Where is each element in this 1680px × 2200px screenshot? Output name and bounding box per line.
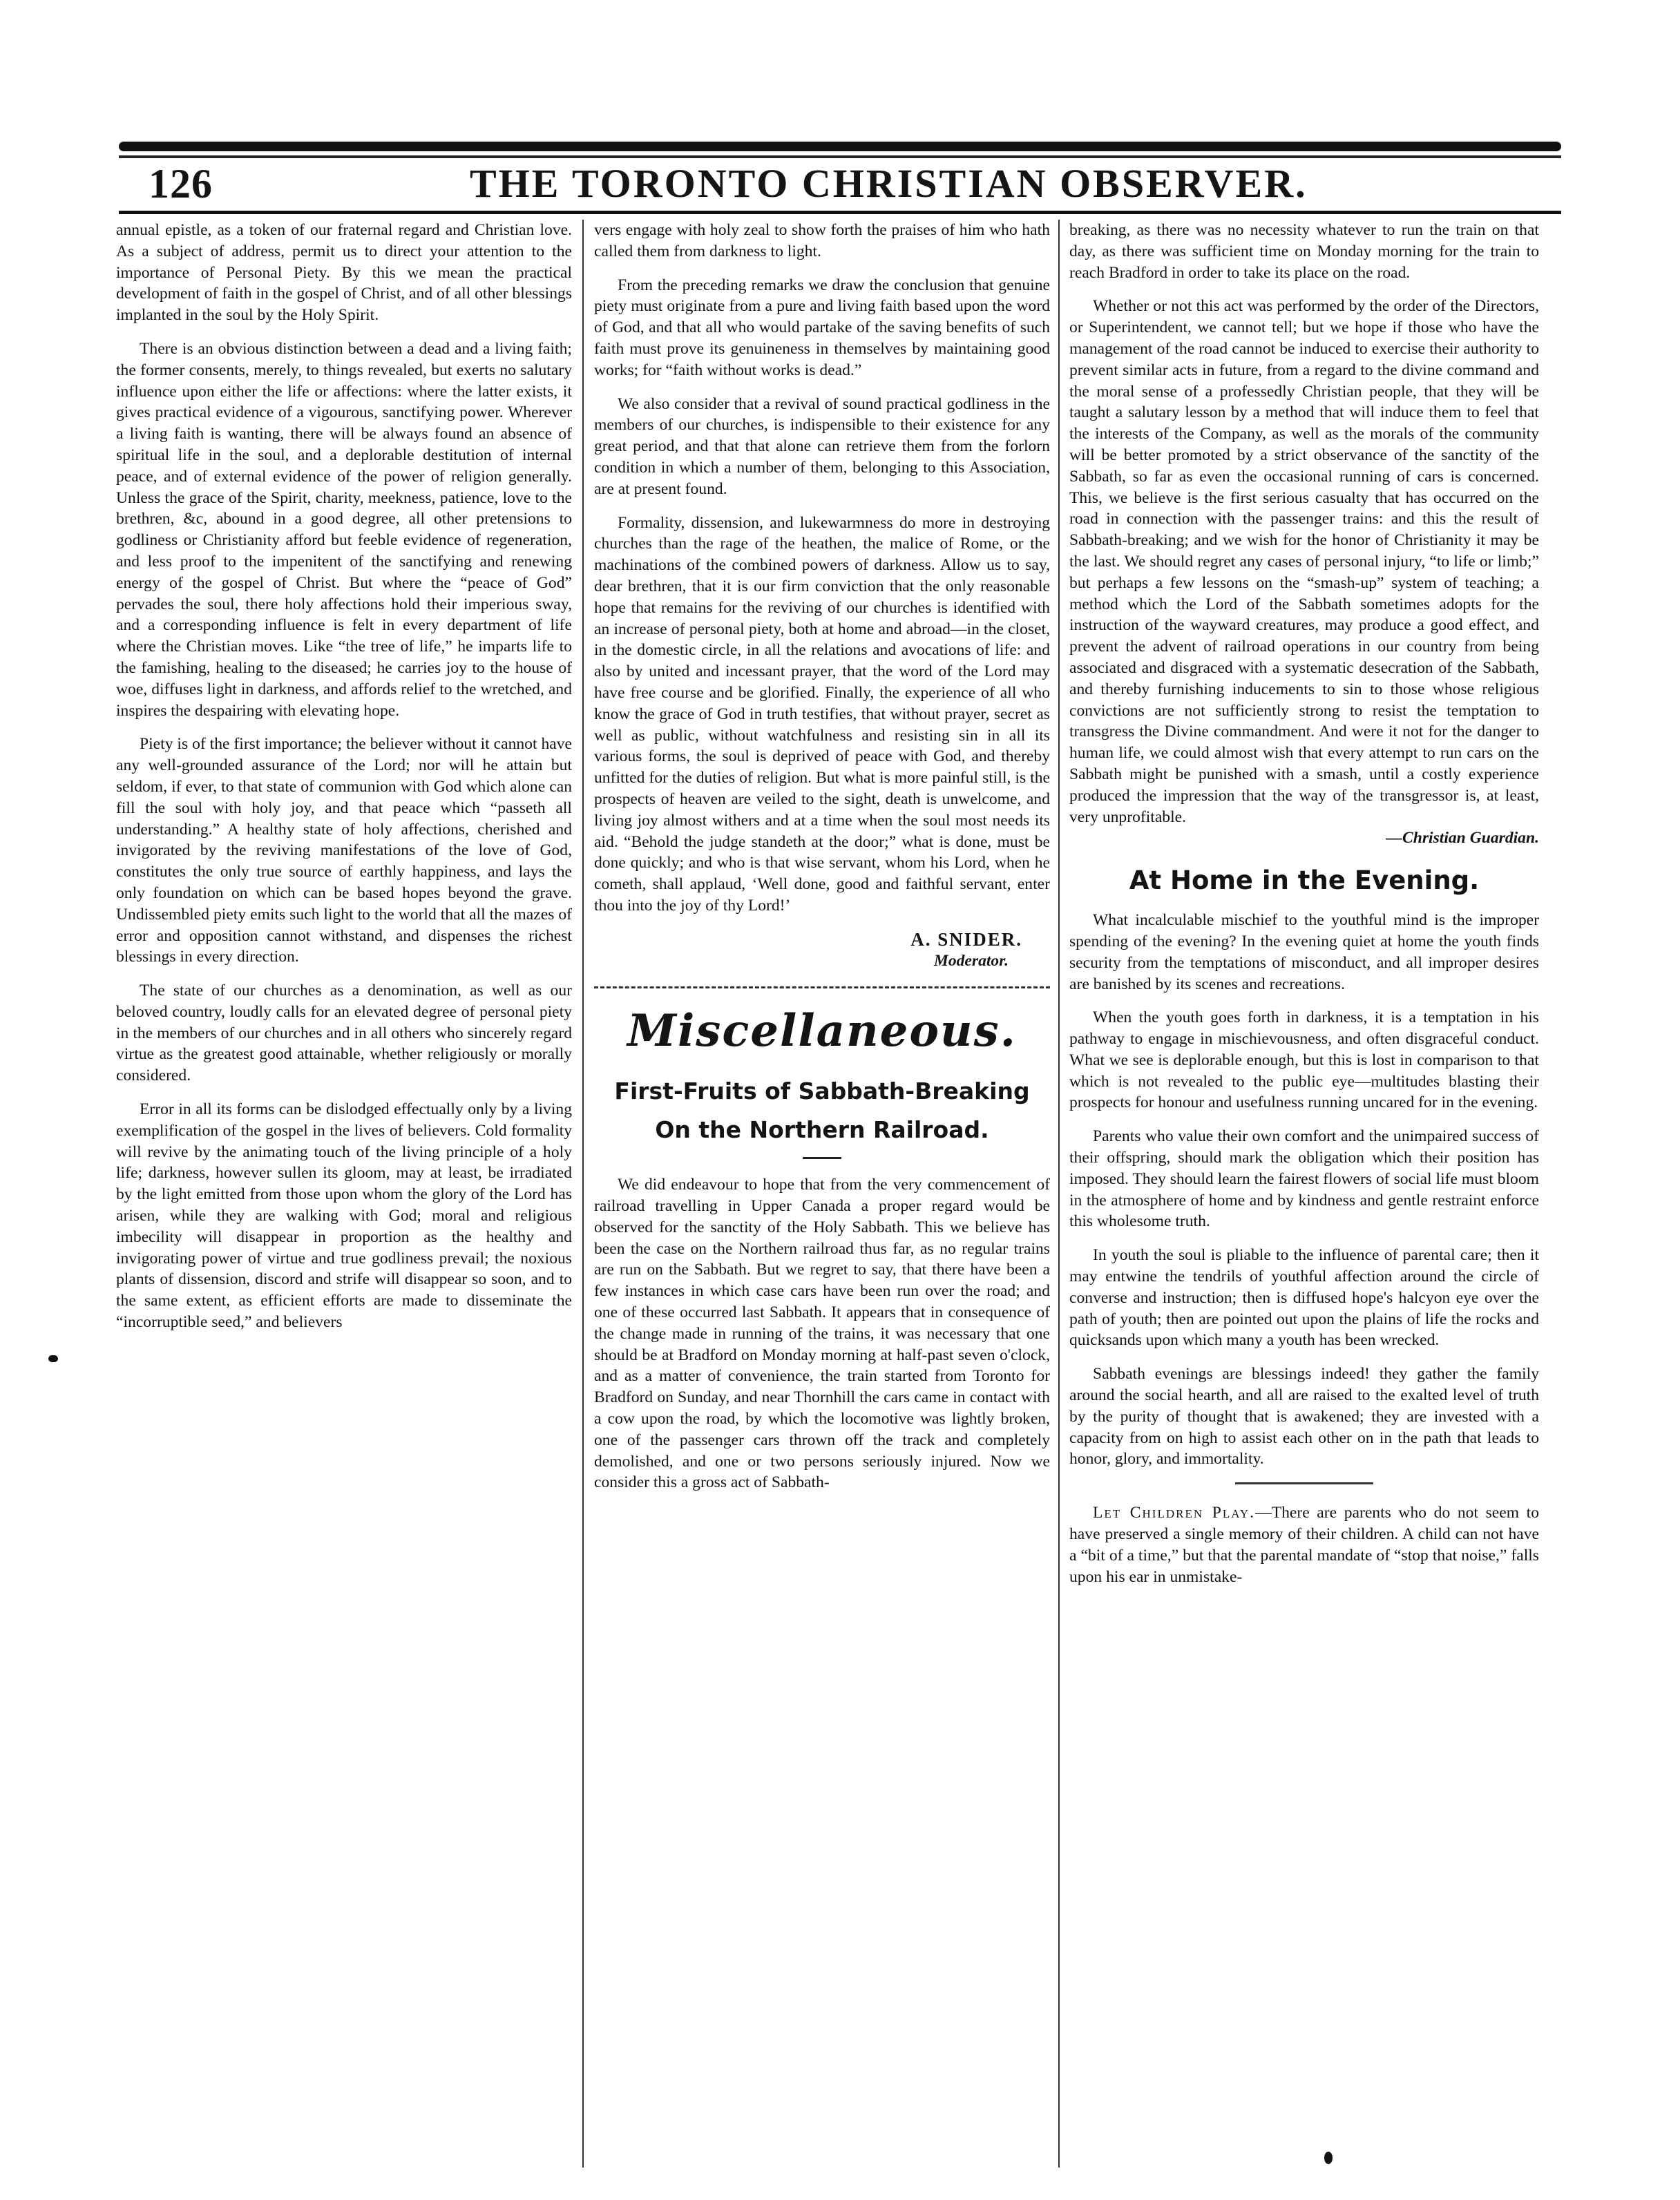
section-divider bbox=[594, 986, 1050, 988]
paragraph: Piety is of the first importance; the believer without it cannot have any well-grounded assurance of the Lord; nor will he attain but seldom, if ever, to that state of communion with God which alone can fill the soul with holy joy, and that peace which “passeth all understanding.” A healthy state of holy affections, cherished and invigorated by the reviving manifestations of the love of God, constitutes the only true source of earthly happiness, and lays the only foundation on which can be based hopes beyond the grave. Undissembled piety emits such light to the world that all the mazes of error and opposition cannot withstand, and dispenses the richest blessings in every direction. bbox=[116, 735, 572, 966]
paragraph: vers engage with holy zeal to show forth the praises of him who hath called them from darkness to light. bbox=[594, 221, 1050, 260]
credit: —Christian Guardian. bbox=[1386, 829, 1539, 848]
masthead-title: THE TORONTO CHRISTIAN OBSERVER. bbox=[470, 161, 1308, 206]
column-divider-2 bbox=[1058, 220, 1060, 2168]
masthead-rule bbox=[119, 211, 1561, 214]
paragraph: There is an obvious distinction between a dead and a living faith; the former consents, merely, to things revealed, but exerts no salutary influence upon either the life or affections: where the latter exists, it gives practical evidence of a vigourous, sanctifying power. Wherever a living faith is wanting, there will be always found an absence of spiritual life in the soul, and a deplorable destitution of internal peace, and of external evidence of the power of religion generally. Unless the grace of the Spirit, charity, meekness, patience, love to the brethren, &c, abound in a good degree, all other pretensions to godliness or Christianity afford but feeble evidence of regeneration, and less proof to the impenitent of the sanctifying and renewing energy of the gospel of Christ. But where the “peace of God” pervades the soul, there holy affections hold their imperious sway, and a corresponding influence is felt in every department of life where the Christian moves. Like “the tree of life,” he imparts life to the famishing, healing to the diseased; he carries joy to the house of woe, diffuses light in darkness, and affords relief to the wretched, and inspires the despairing with elevating hope. bbox=[116, 339, 572, 720]
headline-rule bbox=[803, 1157, 841, 1159]
signature: A. SNIDER. bbox=[910, 928, 1022, 950]
paragraph: breaking, as there was no necessity whatever to run the train on that day, as there was sufficient time on Monday morning for the train to reach Bradford in order to take its place on the road. bbox=[1069, 221, 1539, 282]
signature-role: Moderator. bbox=[933, 951, 1009, 970]
article-headline-line-2: On the Northern Railroad. bbox=[655, 1116, 989, 1144]
paragraph-body: —There are parents who do not seem to have preserved a single memory of their children. A child can not have a “bit of a time,” but that the parental mandate of “stop that noise,” falls upon his ear in unmistake- bbox=[1069, 1504, 1540, 1586]
bottom-ink-mark bbox=[1324, 2152, 1333, 2164]
paragraph: From the preceding remarks we draw the conclusion that genuine piety must originate from a pure and living faith based upon the word of God, and that all who would partake of the saving benefits of such faith must prove its genuineness in themselves by maintaining good works; for “faith without works is dead.” bbox=[594, 276, 1050, 379]
margin-ink-mark bbox=[48, 1355, 58, 1362]
paragraph: The state of our churches as a denomination, as well as our beloved country, loudly calls for an elevated degree of personal piety in the members of our churches and in all others who sincerely regard virtue as the greatest good attainable, whether religiously or morally considered. bbox=[116, 982, 572, 1085]
paragraph-lead: Let Children Play. bbox=[1093, 1504, 1256, 1522]
column-3 bbox=[1069, 220, 1539, 1600]
paragraph bbox=[1069, 1502, 1539, 1587]
article-headline: At Home in the Evening. bbox=[1129, 865, 1480, 896]
paragraph: Sabbath evenings are blessings indeed! they gather the family around the social hearth, and all are raised to the exalted level of truth by the purity of thought that is awakened; they are invested with a capacity from on high to assist each other on in the path that leads to honor, glory, and immortality. bbox=[1069, 1365, 1539, 1469]
paragraph: In youth the soul is pliable to the influence of parental care; then it may entwine the tendrils of youthful affection around the circle of converse and instruction; then is diffused hope's halcyon eye over the path of youth; then are pointed out upon the plains of life the rocks and quicksands upon which many a youth has been wrecked. bbox=[1069, 1246, 1539, 1350]
column-1 bbox=[116, 220, 572, 1346]
paragraph: Formality, dissension, and lukewarmness do more in destroying churches than the rage of the heathen, the malice of Rome, or the machinations of the combined powers of darkness. Allow us to say, dear brethren, that it is our firm conviction that the only reasonable hope that remains for the reviving of our churches is identified with an increase of personal piety, both at home and abroad—in the closet, in the domestic circle, in all the relations and avocations of life: and also by united and incessant prayer, that the word of the Lord may have free course and be glorified. Finally, the experience of all who know the grace of God in truth testifies, that without prayer, secret as well as public, without watchfulness and resisting sin in all its various forms, the soul is deprived of peace with God, and thereby unfitted for the duties of religion. But what is more painful still, is the prospects of heaven are veiled to the sight, death is unwelcome, and living joy almost withers and at a time when the soul most needs its aid. “Behold the judge standeth at the door;” what is done, must be done quickly; and who is that wise servant, whom his Lord, when he cometh, shall applaud, ‘Well done, good and faithful servant, enter thou into the joy of thy Lord!’ bbox=[594, 513, 1050, 915]
paragraph: Whether or not this act was performed by the order of the Directors, or Superintendent, we cannot tell; but we hope if those who have the management of the road cannot be induced to exercise their authority to prevent similar acts in future, from a regard to the divine command and the moral sense of a professedly Christian people, that they will be taught a salutary lesson by a method that will induce them to feel that the interests of the Company, as well as the morals of the community will be better promoted by a strict observance of the sanctity of the Sabbath, so far as even the occasional running of cars is concerned. This, we believe is the first serious casualty that has occurred on the road in connection with the passenger trains: and this the result of Sabbath-breaking; and we wish for the honor of Christianity it may be the last. We should regret any cases of personal injury, “to life or limb;” but perhaps a few lessons on the “smash-up” system of teaching; a method which the Lord of the Sabbath sometimes adopts for the instruction of the wayward creatures, may produce a good effect, and prevent the advent of railroad operations in our country from being associated and disgraced with a systematic desecration of the Sabbath, and thereby furnishing inducements to sin to those whose religious convictions are not sufficiently strong to resist the temptation to transgress the Divine commandment. And were it not for the danger to human life, we could almost wish that every attempt to run cars on the Sabbath might be punished with a smash, until a costly experience produced the impression that the way of the transgressor is, at least, very unprofitable. bbox=[1069, 297, 1539, 826]
paragraph: Error in all its forms can be dislodged effectually only by a living exemplification of the gospel in the lives of believers. Cold formality will revive by the animating touch of the living principle of a holy life; darkness, however sullen its gloom, may at least, be irradiated by the light emitted from those upon whom the glory of the Lord has arisen, while they are walking with God; moral and religious imbecility will disappear in proportion as the healthy and invigorating power of virtue and true godliness prevail; the noxious plants of dissension, discord and strife will disappear so soon, and to the same extent, as efficient efforts are made to disseminate the “incorruptible seed,” and believers bbox=[116, 1100, 572, 1332]
paragraph: annual epistle, as a token of our fraternal regard and Christian love. As a subject of address, permit us to direct your attention to the importance of Personal Piety. By this we mean the practical development of faith in the gospel of Christ, and of all other blessings implanted in the soul by the Holy Spirit. bbox=[116, 221, 572, 325]
credit-line bbox=[1069, 828, 1539, 849]
article-separator bbox=[1235, 1482, 1373, 1484]
top-border-rule-thin bbox=[119, 155, 1561, 158]
column-divider-1 bbox=[582, 220, 584, 2168]
article-headline-line-1: First-Fruits of Sabbath-Breaking bbox=[614, 1078, 1030, 1105]
paragraph: We did endeavour to hope that from the very commencement of railroad travelling in Upper Canada a proper regard would be observed for the sanctity of the Holy Sabbath. This we believe has been the case on the Northern railroad thus far, as no regular trains are run on the Sabbath. But we regret to say, that there have been a few instances in which case cars have been run over the road; and one of these occurred last Sabbath. It appears that in consequence of the change made in running of the trains, it was necessary that one should be at Bradford on Monday morning at half-past seven o'clock, and as a matter of convenience, the train started from Toronto for Bradford on Sunday, and near Thornhill the cars came in contact with a cow upon the road, by which the locomotive was lightly broken, one of the passenger cars thrown off the track and completely demolished, and one or two persons seriously injured. Now we consider this a gross act of Sabbath- bbox=[594, 1176, 1050, 1492]
paragraph: What incalculable mischief to the youthful mind is the improper spending of the evening? In the evening quiet at home the youth finds security from the temptations of misconduct, and all improper desires are banished by its scenes and recreations. bbox=[1069, 911, 1539, 993]
paragraph: When the youth goes forth in darkness, it is a temptation in his pathway to engage in mischievousness, and often disgraceful conduct. What we see is deplorable enough, but this is lost in comparison to that which is not revealed to the public eye—multitudes blasting their prospects for honour and usefulness running uncared for in the evening. bbox=[1069, 1008, 1539, 1112]
top-border-rule bbox=[119, 142, 1561, 151]
paragraph: Parents who value their own comfort and the unimpaired success of their offspring, should mark the obligation which their position has imposed. They should learn the fairest flowers of social life must bloom in the atmosphere of home and by kindness and gentle restraint enforce this wholesome truth. bbox=[1069, 1127, 1539, 1231]
paragraph: We also consider that a revival of sound practical godliness in the members of our churches, is indispensible to their existence for any great period, and that that alone can retrieve them from the forlorn condition in which a number of them, belonging to this Association, are at present found. bbox=[594, 394, 1050, 498]
section-heading-miscellaneous: Miscellaneous. bbox=[627, 1005, 1017, 1058]
page-number: 126 bbox=[149, 161, 213, 207]
column-2 bbox=[594, 220, 1050, 1506]
